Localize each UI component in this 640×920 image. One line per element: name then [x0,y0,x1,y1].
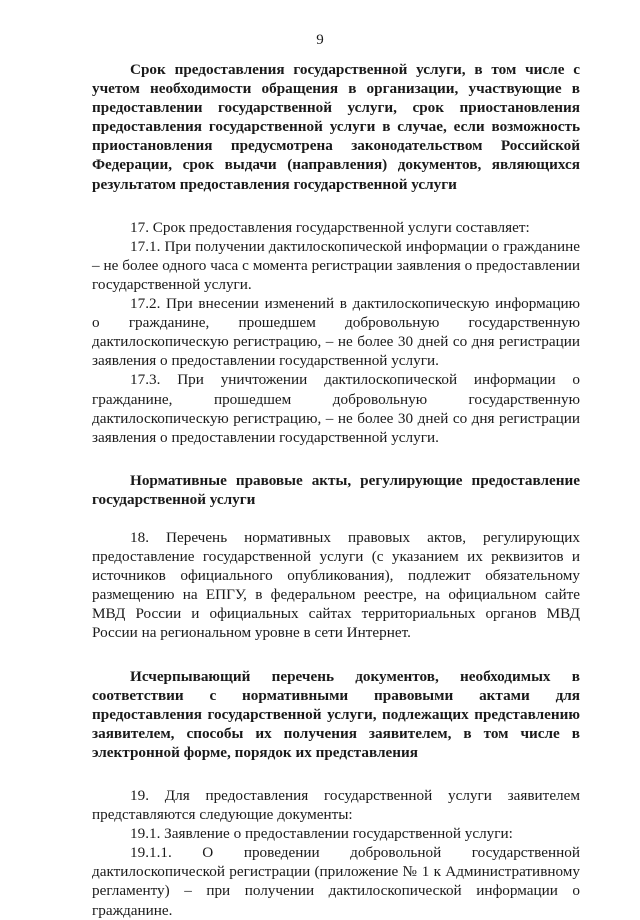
paragraph-17-3: 17.3. При уничтожении дактилоскопической информации о гражданине, прошедшем добровольную государственную дактилоскопическую регистрацию, – не более 30 дней со дня регистрации заявления о предоставлении государственной услуги. [92,371,580,446]
document-body [92,60,580,920]
paragraph-18: 18. Перечень нормативных правовых актов, регулирующих предоставление государственной услуги (с указанием их реквизитов и источников официального опубликования), подлежит обязательному размещению на ЕПГУ, в федеральном реестре, на официальном сайте МВД России и официальных сайтах территориальных органов МВД России на региональном уровне в сети Интернет. [92,528,580,642]
section-heading-documents-list: Исчерпывающий перечень документов, необходимых в соответствии с нормативными правовыми актами для предоставления государственной услуги, подлежащих представлению заявителем, способы их получения заявителем, в том числе в электронной форме, порядок их представления [92,667,580,761]
paragraph-17-2: 17.2. При внесении изменений в дактилоскопическую информацию о гражданине, прошедшем добровольную государственную дактилоскопическую регистрацию, – не более 30 дней со дня регистрации заявления о предоставлении государственной услуги. [92,295,580,370]
paragraph-17-1: 17.1. При получении дактилоскопической информации о гражданине – не более одного часа с момента регистрации заявления о предоставлении государственной услуги. [92,237,580,293]
page-number: 9 [316,32,324,48]
paragraph-19-1-1: 19.1.1. О проведении добровольной государственной дактилоскопической регистрации (приложение № 1 к Административному регламенту) – при получении дактилоскопической информации о гражданине. [92,844,580,919]
paragraph-19: 19. Для предоставления государственной услуги заявителем представляются следующие документы: [92,787,580,824]
section-heading-service-term: Срок предоставления государственной услуги, в том числе с учетом необходимости обращения в организации, участвующие в предоставлении государственной услуги, срок приостановления предоставления государственной услуги в случае, если возможность приостановления предусмотрена законодательством Российской Федерации, срок выдачи (направления) документов, являющихся результатом предоставления государственной услуги [92,61,580,193]
section-heading-legal-acts: Нормативные правовые акты, регулирующие предоставление государственной услуги [92,471,580,508]
paragraph-19-1: 19.1. Заявление о предоставлении государственной услуги: [130,825,513,843]
paragraph-17: 17. Срок предоставления государственной услуги составляет: [130,218,530,236]
